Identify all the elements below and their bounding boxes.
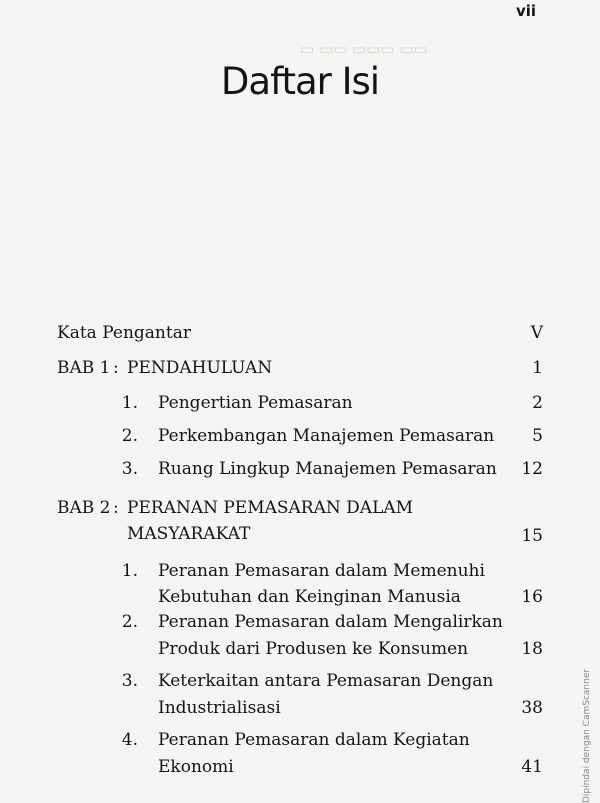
toc-bab2-label: BAB 2	[57, 498, 111, 518]
toc-bab2-item-num: 3.	[121, 671, 138, 691]
toc-bab1-item-text: Perkembangan Manajemen Pemasaran	[158, 426, 495, 446]
toc-bab2-item-num: 4.	[121, 730, 138, 750]
toc-bab2-item-page: 38	[521, 698, 543, 718]
toc-bab2-item-line2: Kebutuhan dan Keinginan Manusia	[158, 587, 461, 607]
toc-bab2-item-line1: Peranan Pemasaran dalam Kegiatan	[158, 730, 470, 750]
show-through-text: ▭ ▭▭ ▭▭▭ ▭▭	[300, 40, 428, 58]
toc-bab1-page: 1	[532, 358, 543, 378]
toc-bab2-item-line1: Peranan Pemasaran dalam Mengalirkan	[158, 612, 503, 632]
toc-bab1-item-page: 5	[532, 426, 543, 446]
toc-bab1-item-text: Ruang Lingkup Manajemen Pemasaran	[158, 459, 497, 479]
toc-bab2-item-page: 41	[521, 757, 543, 777]
toc-bab2-title-line1: PERANAN PEMASARAN DALAM	[127, 498, 414, 518]
toc-bab2-item-line1: Keterkaitan antara Pemasaran Dengan	[158, 671, 494, 691]
toc-bab2-item-page: 18	[521, 639, 543, 659]
toc-bab2-item-line2: Ekonomi	[158, 757, 234, 777]
page-title: Daftar Isi	[220, 60, 380, 103]
toc-bab1-item-text: Pengertian Pemasaran	[158, 393, 353, 413]
toc-bab2-item-page: 16	[521, 587, 543, 607]
toc-preface-page: V	[530, 323, 543, 343]
toc-bab1-item-num: 1.	[121, 393, 138, 413]
toc-bab1-item-page: 12	[521, 459, 543, 479]
toc-bab2-title-line2: MASYARAKAT	[127, 524, 251, 544]
toc-bab2-sep: :	[113, 498, 119, 518]
toc-bab1-sep: :	[113, 358, 119, 378]
toc-bab1-label: BAB 1	[57, 358, 111, 378]
watermark-text: Dipindai dengan CamScanner	[582, 668, 592, 803]
toc-bab1-item-page: 2	[532, 393, 543, 413]
toc-bab2-item-line2: Produk dari Produsen ke Konsumen	[158, 639, 469, 659]
toc-bab2-item-line1: Peranan Pemasaran dalam Memenuhi	[158, 561, 485, 581]
toc-bab2-item-num: 2.	[121, 612, 138, 632]
scanner-watermark	[582, 665, 596, 803]
page-number: vii	[515, 2, 536, 20]
toc-bab1-item-num: 2.	[121, 426, 138, 446]
toc-bab1-title: PENDAHULUAN	[127, 358, 273, 378]
toc-bab2-item-num: 1.	[121, 561, 138, 581]
toc-preface-label: Kata Pengantar	[57, 323, 191, 343]
toc-bab2-item-line2: Industrialisasi	[158, 698, 281, 718]
toc-bab2-page: 15	[521, 526, 543, 546]
toc-bab1-item-num: 3.	[121, 459, 138, 479]
